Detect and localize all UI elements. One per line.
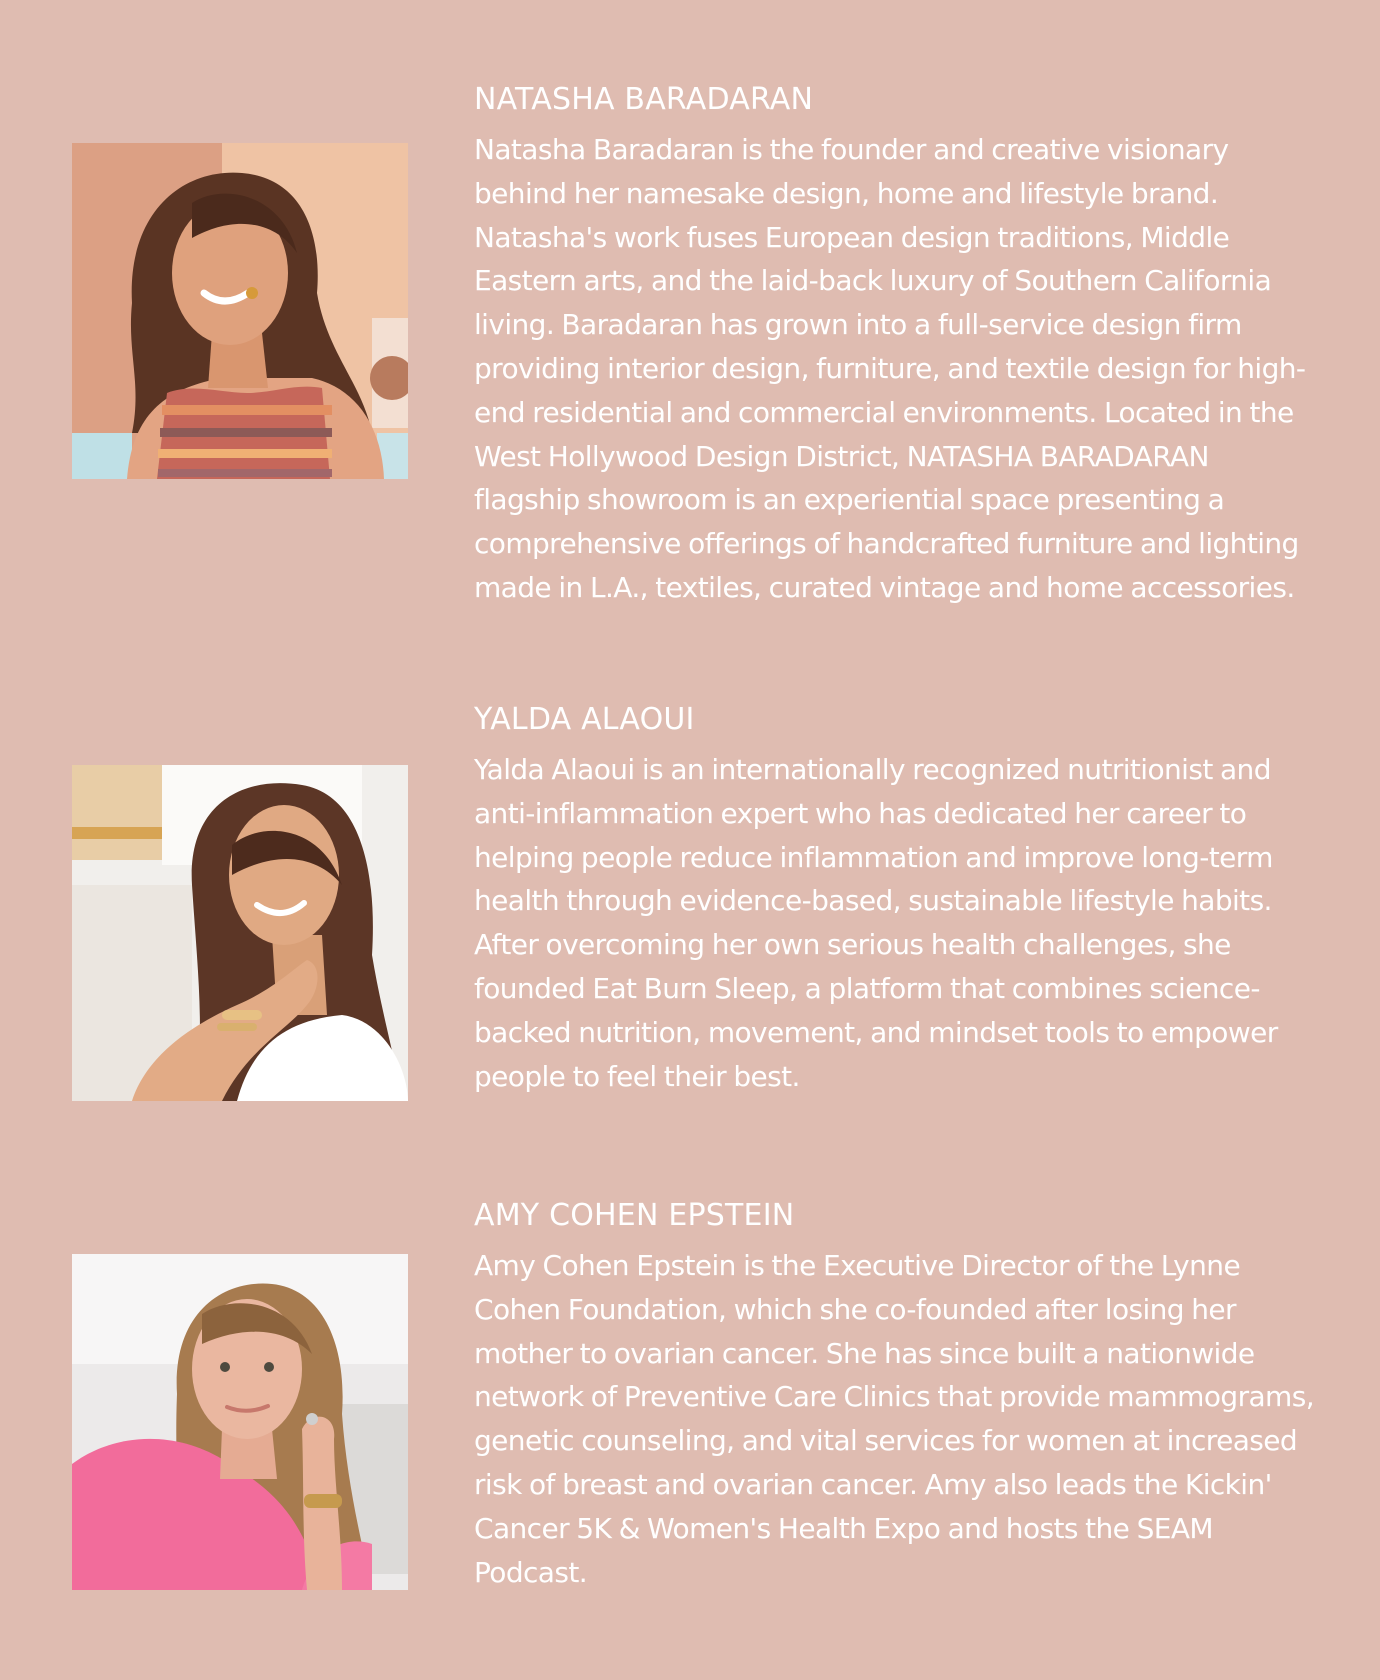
speaker-name: AMY COHEN EPSTEIN bbox=[474, 1198, 795, 1233]
speaker-text-block bbox=[474, 1196, 1314, 1594]
speaker-bio: Natasha Baradaran is the founder and creative visionary behind her namesake design, home and lifestyle brand. Natasha's work fuses European design traditions, Middle Eastern arts, and the laid-back luxury of Southern California living. Baradaran has grown into a full-service design firm providing interior design, furniture, and textile design for high-end residential and commercial environments. Located in the West Hollywood Design District, NATASHA BARADARAN flagship showroom is an experiential space presenting a comprehensive offerings of handcrafted furniture and lighting made in L.A., textiles, curated vintage and home accessories. bbox=[474, 133, 1306, 604]
speaker-text-block bbox=[474, 80, 1314, 610]
speaker-name: YALDA ALAOUI bbox=[474, 702, 695, 737]
portrait-image bbox=[72, 143, 408, 479]
portrait-image bbox=[72, 765, 408, 1101]
speaker-photo bbox=[72, 143, 408, 479]
speaker-photo bbox=[72, 765, 408, 1101]
speaker-name: NATASHA BARADARAN bbox=[474, 82, 814, 117]
portrait-image bbox=[72, 1254, 408, 1590]
speaker-bio: Amy Cohen Epstein is the Executive Director of the Lynne Cohen Foundation, which she co-founded after losing her mother to ovarian cancer. She has since built a nationwide network of Preventive Care Clinics that provide mammograms, genetic counseling, and vital services for women at increased risk of breast and ovarian cancer. Amy also leads the Kickin' Cancer 5K & Women's Health Expo and hosts the SEAM Podcast. bbox=[474, 1249, 1314, 1589]
speaker-photo bbox=[72, 1254, 408, 1590]
speaker-bio: Yalda Alaoui is an internationally recognized nutritionist and anti-inflammation expert who has dedicated her career to helping people reduce inflammation and improve long-term health through evidence-based, sustainable lifestyle habits. After overcoming her own serious health challenges, she founded Eat Burn Sleep, a platform that combines science-backed nutrition, movement, and mindset tools to empower people to feel their best. bbox=[474, 753, 1278, 1093]
speaker-text-block bbox=[474, 700, 1314, 1098]
